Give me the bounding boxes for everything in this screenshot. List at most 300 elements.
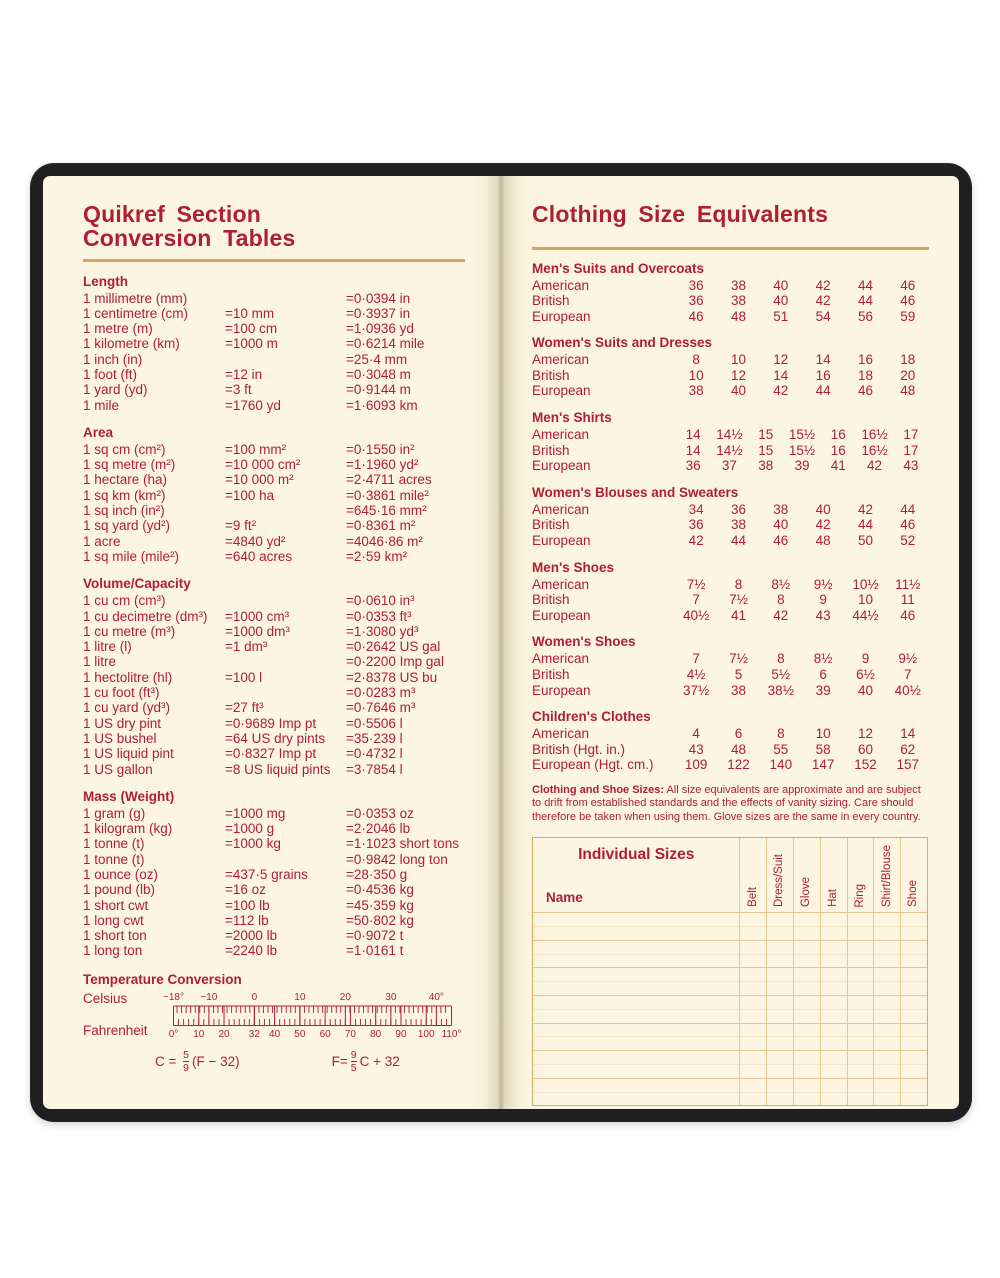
equivalent-2: =45·359 kg bbox=[346, 897, 414, 913]
equivalent-2: =0·8361 m² bbox=[346, 518, 416, 534]
name-cell bbox=[533, 1051, 739, 1078]
sizing-note bbox=[532, 784, 931, 824]
unit-name: 1 inch (in) bbox=[83, 351, 143, 367]
conversion-sections bbox=[83, 274, 465, 959]
size-value: 14 bbox=[685, 442, 701, 458]
size-value: 38 bbox=[730, 277, 746, 293]
equivalent-2: =0·0283 m³ bbox=[346, 685, 416, 701]
size-cell bbox=[847, 913, 874, 940]
size-value: 16 bbox=[815, 367, 831, 383]
equivalent-1: =3 ft bbox=[225, 382, 252, 398]
size-value: 48 bbox=[730, 741, 746, 757]
size-value: 7 bbox=[692, 592, 700, 608]
temperature-scale bbox=[83, 991, 465, 1039]
size-value: 7½ bbox=[729, 592, 748, 608]
section-heading: Length bbox=[83, 273, 128, 289]
equivalent-2: =0·9842 long ton bbox=[346, 851, 448, 867]
sizes-empty-row bbox=[533, 1023, 927, 1051]
conversion-row bbox=[83, 898, 465, 913]
conversion-row bbox=[83, 624, 465, 639]
unit-name: 1 kilometre (km) bbox=[83, 336, 180, 352]
size-cell bbox=[873, 941, 900, 968]
unit-name: 1 acre bbox=[83, 533, 121, 549]
size-cell bbox=[739, 1051, 766, 1078]
size-value: 10 bbox=[688, 367, 704, 383]
size-value: 4 bbox=[692, 726, 700, 742]
equivalent-2: =0·3937 in bbox=[346, 305, 411, 321]
section-heading: Men's Shoes bbox=[532, 559, 614, 575]
equivalent-2: =25·4 mm bbox=[346, 351, 408, 367]
equivalent-1: =100 mm² bbox=[225, 441, 287, 457]
size-cell bbox=[820, 941, 847, 968]
formula-text: F= bbox=[331, 1054, 348, 1070]
size-value: 14 bbox=[815, 352, 831, 368]
size-row bbox=[532, 608, 929, 624]
size-values bbox=[675, 383, 929, 399]
equivalent-1: =1000 mg bbox=[225, 805, 286, 821]
size-cell bbox=[900, 941, 927, 968]
size-cell bbox=[847, 941, 874, 968]
size-value: 37 bbox=[721, 458, 737, 474]
unit-name: 1 hectare (ha) bbox=[83, 472, 168, 488]
conversion-row bbox=[83, 852, 465, 867]
numerator: 9 bbox=[350, 1048, 357, 1061]
size-value: 48 bbox=[815, 533, 831, 549]
conversion-row bbox=[83, 731, 465, 746]
size-value: 34 bbox=[688, 501, 704, 517]
size-column-label: Shirt/Blouse bbox=[880, 845, 893, 908]
numerator: 5 bbox=[183, 1048, 189, 1061]
unit-name: 1 cu metre (m³) bbox=[83, 623, 176, 639]
unit-name: 1 kilogram (kg) bbox=[83, 821, 173, 837]
equivalent-2: =0·1550 in² bbox=[346, 441, 415, 457]
celsius-tick-label: 40° bbox=[428, 991, 444, 1003]
size-cell bbox=[793, 941, 820, 968]
note-heading: Clothing and Shoe Sizes: bbox=[532, 783, 665, 796]
region-label: British bbox=[532, 592, 570, 608]
size-value: 10 bbox=[730, 352, 746, 368]
unit-name: 1 US gallon bbox=[83, 761, 153, 777]
size-value: 9 bbox=[861, 651, 870, 667]
size-row bbox=[532, 443, 929, 459]
size-row bbox=[532, 533, 929, 549]
equivalent-2: =0·4732 l bbox=[346, 746, 403, 762]
size-value: 46 bbox=[688, 308, 704, 324]
size-cell bbox=[820, 1051, 847, 1078]
size-value: 8½ bbox=[771, 576, 791, 592]
individual-sizes-title: Individual Sizes bbox=[578, 846, 695, 864]
conversion-row bbox=[83, 716, 465, 731]
size-values bbox=[675, 458, 929, 474]
size-value: 5 bbox=[734, 667, 743, 682]
unit-name: 1 short cwt bbox=[83, 897, 149, 913]
size-row bbox=[532, 502, 929, 518]
conversion-row bbox=[83, 472, 465, 487]
size-cell bbox=[739, 996, 766, 1023]
size-value: 6 bbox=[734, 726, 743, 742]
section-heading: Women's Suits and Dresses bbox=[532, 335, 713, 351]
size-cell bbox=[793, 968, 820, 995]
size-cell bbox=[900, 1024, 927, 1051]
size-cell bbox=[739, 913, 766, 940]
size-cell bbox=[900, 968, 927, 995]
equivalent-2: =1·3080 yd³ bbox=[346, 623, 419, 639]
size-value: 17 bbox=[903, 427, 919, 443]
unit-name: 1 pound (lb) bbox=[83, 882, 156, 898]
size-column-header bbox=[766, 838, 793, 912]
region-label: American bbox=[532, 427, 590, 443]
sizes-empty-row bbox=[533, 1050, 927, 1078]
equivalent-1: =100 lb bbox=[225, 897, 270, 913]
size-value: 140 bbox=[769, 757, 793, 773]
left-page-title bbox=[83, 202, 465, 250]
size-cell bbox=[873, 996, 900, 1023]
size-value: 43 bbox=[688, 741, 704, 757]
size-cell bbox=[873, 913, 900, 940]
conversion-row bbox=[83, 518, 465, 533]
size-cell bbox=[900, 996, 927, 1023]
size-value: 44 bbox=[857, 277, 873, 293]
fraction bbox=[351, 1050, 357, 1074]
size-values bbox=[675, 667, 929, 683]
size-value: 43 bbox=[903, 458, 919, 474]
size-value: 16 bbox=[830, 427, 846, 443]
region-label: European bbox=[532, 308, 591, 324]
equivalent-2: =0·0353 ft³ bbox=[346, 608, 412, 624]
section-heading: Men's Shirts bbox=[532, 410, 612, 426]
size-cell bbox=[793, 1051, 820, 1078]
equivalent-1: =100 ha bbox=[225, 487, 275, 503]
equivalent-2: =0·2200 Imp gal bbox=[346, 654, 444, 670]
unit-name: 1 ounce (oz) bbox=[83, 867, 159, 882]
size-value: 46 bbox=[900, 293, 916, 309]
fahrenheit-tick-label: 80 bbox=[370, 1028, 382, 1039]
size-row bbox=[532, 293, 929, 309]
size-value: 14 bbox=[900, 726, 916, 742]
size-value: 56 bbox=[857, 308, 873, 324]
equivalent-1: =2240 lb bbox=[225, 943, 278, 959]
size-value: 36 bbox=[688, 517, 704, 533]
unit-name: 1 cu decimetre (dm³) bbox=[83, 608, 208, 624]
size-values bbox=[675, 533, 929, 549]
celsius-tick-label: 0 bbox=[251, 991, 258, 1003]
size-cell bbox=[900, 1079, 927, 1106]
size-value: 36 bbox=[688, 293, 704, 309]
conversion-row bbox=[83, 367, 465, 382]
equivalent-1: =1760 yd bbox=[225, 397, 281, 413]
size-cell bbox=[793, 996, 820, 1023]
size-column-header bbox=[793, 838, 820, 912]
size-value: 14½ bbox=[716, 427, 743, 443]
equivalent-1 bbox=[225, 503, 346, 518]
size-value: 8 bbox=[692, 352, 700, 368]
size-cell bbox=[873, 1024, 900, 1051]
size-value: 43 bbox=[815, 607, 831, 623]
region-label: British bbox=[532, 367, 570, 383]
size-cell bbox=[847, 1024, 874, 1051]
unit-name: 1 sq km (km²) bbox=[83, 487, 166, 503]
size-value: 10½ bbox=[852, 576, 879, 592]
name-cell bbox=[533, 1024, 739, 1051]
equivalent-2: =2·59 km² bbox=[346, 548, 408, 564]
size-value: 40½ bbox=[894, 682, 921, 698]
unit-name: 1 sq metre (m²) bbox=[83, 457, 176, 473]
size-cell bbox=[820, 1024, 847, 1051]
size-cell bbox=[766, 996, 793, 1023]
conversion-row bbox=[83, 352, 465, 367]
size-value: 41 bbox=[830, 458, 846, 474]
unit-name: 1 sq mile (mile²) bbox=[83, 548, 180, 564]
sizes-empty-row bbox=[533, 940, 927, 968]
size-value: 10 bbox=[815, 726, 831, 742]
section-heading: Mass (Weight) bbox=[83, 788, 175, 804]
conversion-section bbox=[83, 576, 465, 777]
size-row bbox=[532, 651, 929, 667]
size-value: 55 bbox=[773, 741, 789, 757]
section-heading: Volume/Capacity bbox=[83, 576, 191, 592]
size-value: 18 bbox=[857, 367, 873, 383]
size-value: 11½ bbox=[895, 576, 921, 592]
size-cell bbox=[739, 968, 766, 995]
conversion-row bbox=[83, 534, 465, 549]
unit-name: 1 millimetre (mm) bbox=[83, 290, 188, 306]
conversion-row bbox=[83, 913, 465, 928]
denominator: 9 bbox=[183, 1062, 189, 1075]
conversion-row bbox=[83, 836, 465, 851]
section-heading: Area bbox=[83, 424, 114, 440]
fahrenheit-tick-label: 90 bbox=[395, 1028, 407, 1039]
conversion-row bbox=[83, 867, 465, 882]
size-value: 39 bbox=[794, 458, 810, 474]
conversion-row bbox=[83, 746, 465, 761]
size-values bbox=[675, 309, 929, 325]
conversion-row bbox=[83, 442, 465, 457]
size-row bbox=[532, 352, 929, 368]
sizes-empty-row bbox=[533, 967, 927, 995]
size-cell bbox=[766, 1051, 793, 1078]
equivalent-1: =27 ft³ bbox=[225, 700, 264, 716]
size-value: 4½ bbox=[686, 667, 706, 682]
size-row bbox=[532, 667, 929, 683]
size-value: 52 bbox=[900, 533, 916, 549]
size-column-header bbox=[873, 838, 900, 912]
equivalent-1 bbox=[225, 593, 346, 608]
region-label: British bbox=[532, 442, 570, 458]
equivalent-2: =2·4711 acres bbox=[346, 472, 432, 488]
size-cell bbox=[793, 913, 820, 940]
size-column-header bbox=[739, 838, 766, 912]
size-column-label: Glove bbox=[800, 877, 813, 908]
region-label: European (Hgt. cm.) bbox=[532, 757, 654, 773]
size-cell bbox=[793, 1024, 820, 1051]
size-row bbox=[532, 577, 929, 593]
size-value: 6½ bbox=[856, 667, 875, 682]
name-cell bbox=[533, 996, 739, 1023]
sizes-empty-row bbox=[533, 912, 927, 940]
size-value: 44 bbox=[900, 501, 916, 517]
conversion-section bbox=[83, 789, 465, 959]
region-label: European bbox=[532, 533, 591, 549]
size-values bbox=[675, 577, 929, 593]
unit-name: 1 sq cm (cm²) bbox=[83, 441, 166, 457]
size-value: 38 bbox=[688, 383, 704, 399]
size-value: 8 bbox=[777, 592, 785, 608]
size-value: 15½ bbox=[788, 427, 816, 443]
size-cell bbox=[847, 1051, 874, 1078]
section-heading: Temperature Conversion bbox=[83, 971, 242, 987]
fahrenheit-tick-label: 20 bbox=[218, 1028, 230, 1039]
equivalent-1: =64 US dry pints bbox=[225, 730, 326, 746]
size-cell bbox=[847, 1079, 874, 1106]
unit-name: 1 cu yard (yd³) bbox=[83, 700, 171, 716]
size-value: 46 bbox=[900, 517, 916, 533]
conversion-row bbox=[83, 382, 465, 397]
size-values bbox=[675, 651, 929, 667]
size-value: 62 bbox=[900, 741, 916, 757]
unit-name: 1 mile bbox=[83, 397, 120, 413]
unit-name: 1 long cwt bbox=[83, 912, 144, 928]
size-values bbox=[675, 517, 929, 533]
size-value: 8 bbox=[777, 726, 785, 742]
size-value: 12 bbox=[773, 352, 789, 368]
equivalent-2: =0·3861 mile² bbox=[346, 487, 429, 503]
equivalent-2: =35·239 l bbox=[346, 730, 403, 746]
section-heading: Children's Clothes bbox=[532, 709, 651, 725]
conversion-row bbox=[83, 609, 465, 624]
conversion-row bbox=[83, 398, 465, 413]
celsius-tick-label: −10 bbox=[200, 991, 218, 1003]
size-cell bbox=[820, 968, 847, 995]
equivalent-1: =10 000 cm² bbox=[225, 457, 301, 473]
size-value: 59 bbox=[900, 308, 916, 324]
size-value: 16½ bbox=[861, 427, 888, 443]
size-value: 17 bbox=[903, 442, 919, 458]
size-value: 40½ bbox=[683, 607, 710, 623]
size-values bbox=[675, 742, 929, 758]
left-page bbox=[43, 176, 501, 1109]
equivalent-2: =0·7646 m³ bbox=[346, 700, 416, 716]
region-label: American bbox=[532, 576, 590, 592]
size-values bbox=[675, 427, 929, 443]
equivalent-1: =1 dm³ bbox=[225, 639, 268, 655]
unit-name: 1 gram (g) bbox=[83, 805, 146, 821]
size-value: 9 bbox=[819, 592, 827, 608]
size-cell bbox=[873, 1051, 900, 1078]
size-cell bbox=[793, 1079, 820, 1106]
size-value: 37½ bbox=[683, 682, 710, 698]
size-value: 157 bbox=[896, 757, 920, 773]
equivalent-2: =0·4536 kg bbox=[346, 882, 414, 898]
size-cell bbox=[739, 1079, 766, 1106]
equivalent-1 bbox=[225, 352, 346, 367]
size-row bbox=[532, 309, 929, 325]
equivalent-1: =112 lb bbox=[225, 912, 269, 928]
size-value: 38½ bbox=[767, 682, 794, 698]
equivalent-1: =1000 m bbox=[225, 336, 278, 352]
equivalent-1 bbox=[225, 685, 346, 700]
fahrenheit-formula bbox=[332, 1050, 400, 1074]
size-value: 42 bbox=[815, 517, 831, 533]
section-heading: Men's Suits and Overcoats bbox=[532, 260, 705, 276]
size-value: 10 bbox=[857, 592, 873, 608]
size-value: 36 bbox=[688, 277, 704, 293]
equivalent-2: =0·0610 in³ bbox=[346, 593, 415, 609]
region-label: British bbox=[532, 517, 570, 533]
equivalent-2: =2·8378 US bu bbox=[346, 669, 438, 685]
size-values bbox=[675, 726, 929, 742]
size-row bbox=[532, 592, 929, 608]
unit-name: 1 foot (ft) bbox=[83, 366, 138, 382]
size-value: 44 bbox=[730, 533, 746, 549]
size-row bbox=[532, 757, 929, 773]
equivalent-1: =1000 cm³ bbox=[225, 608, 290, 624]
size-value: 50 bbox=[857, 533, 873, 549]
size-value: 58 bbox=[815, 741, 831, 757]
unit-name: 1 cu cm (cm³) bbox=[83, 593, 166, 609]
size-cell bbox=[739, 941, 766, 968]
conversion-section bbox=[83, 425, 465, 564]
size-column-label: Shoe bbox=[907, 880, 920, 908]
equivalent-2: =0·6214 mile bbox=[346, 336, 425, 352]
size-row bbox=[532, 427, 929, 443]
size-value: 42 bbox=[773, 383, 789, 399]
equivalent-2: =1·0936 yd bbox=[346, 321, 414, 337]
celsius-tick-label: 30 bbox=[385, 991, 397, 1003]
size-column-label: Dress/Suit bbox=[773, 854, 786, 908]
size-value: 7 bbox=[692, 651, 700, 667]
region-label: American bbox=[532, 501, 590, 517]
size-value: 42 bbox=[815, 293, 831, 309]
size-column-label: Ring bbox=[853, 883, 866, 908]
temperature-ruler bbox=[163, 991, 463, 1039]
name-cell bbox=[533, 1079, 739, 1106]
conversion-row bbox=[83, 700, 465, 715]
size-value: 14½ bbox=[716, 442, 743, 458]
region-label: American bbox=[532, 726, 590, 742]
clothing-section bbox=[532, 560, 929, 624]
size-row bbox=[532, 683, 929, 699]
size-value: 7 bbox=[904, 667, 912, 682]
size-value: 16 bbox=[857, 352, 873, 368]
size-row bbox=[532, 368, 929, 384]
unit-name: 1 sq inch (in²) bbox=[83, 503, 165, 519]
size-value: 60 bbox=[857, 741, 873, 757]
size-value: 44 bbox=[857, 517, 873, 533]
conversion-row bbox=[83, 503, 465, 518]
equivalent-1: =12 in bbox=[225, 366, 263, 382]
equivalent-1: =437·5 grains bbox=[225, 867, 308, 882]
size-values bbox=[675, 608, 929, 624]
size-value: 14 bbox=[773, 367, 789, 383]
title-rule bbox=[532, 247, 929, 250]
conversion-row bbox=[83, 685, 465, 700]
size-value: 48 bbox=[730, 308, 746, 324]
conversion-row bbox=[83, 928, 465, 943]
size-column-header bbox=[847, 838, 874, 912]
sizes-name-header bbox=[533, 838, 739, 912]
size-cell bbox=[739, 1024, 766, 1051]
region-label: European bbox=[532, 607, 591, 623]
equivalent-1 bbox=[225, 291, 346, 306]
size-value: 42 bbox=[857, 501, 873, 517]
size-value: 7½ bbox=[686, 576, 706, 592]
size-value: 44 bbox=[857, 293, 873, 309]
name-cell bbox=[533, 913, 739, 940]
formula-text: C + 32 bbox=[359, 1054, 400, 1070]
unit-name: 1 litre (l) bbox=[83, 639, 132, 655]
fahrenheit-tick-label: 32 bbox=[248, 1028, 260, 1039]
clothing-section bbox=[532, 709, 929, 773]
